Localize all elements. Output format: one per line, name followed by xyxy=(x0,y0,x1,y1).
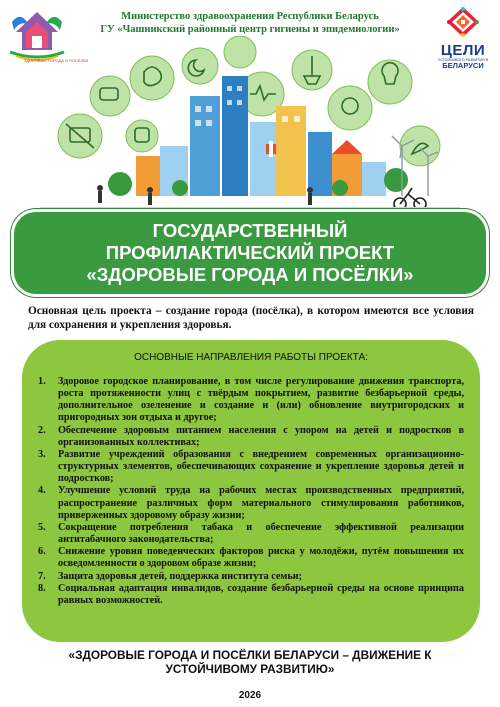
list-item-number: 7. xyxy=(38,570,46,582)
list-item xyxy=(36,546,464,570)
year: 2026 xyxy=(238,690,262,701)
goals-subtitle: УСТОЙЧИВОГО РАЗВИТИЯ В xyxy=(437,58,489,62)
ministry-heading xyxy=(70,10,430,36)
list-item xyxy=(36,485,464,521)
sleep-icon xyxy=(182,48,218,84)
list-item xyxy=(36,571,464,583)
train-icon xyxy=(126,120,158,152)
list-item xyxy=(36,583,464,607)
title-line-3: «ЗДОРОВЫЕ ГОРОДА И ПОСЁЛКИ» xyxy=(86,264,414,285)
list-item-text: Здоровое городское планирование, в том числе регулирование движения транспорта, роста протяженности улиц с твёрдым покрытием, развитие безбарьерной среды, дополнительное озеленение и создание и (или) обновление внутригородских и пригородных зон отдыха и другое; xyxy=(58,376,464,424)
ministry-line-2: ГУ «Чашникский районный центр гигиены и эпидемиологии» xyxy=(100,24,400,35)
list-item-text: Сокращение потребления табака и обеспечение эффективной реализации антитабачного законодательства; xyxy=(58,521,464,546)
goals-country: БЕЛАРУСИ xyxy=(442,61,484,70)
chat-icon xyxy=(90,76,130,116)
list-item-number: 6. xyxy=(38,546,46,558)
directions-heading: ОСНОВНЫЕ НАПРАВЛЕНИЯ РАБОТЫ ПРОЕКТА: xyxy=(134,352,368,363)
lightbulb-icon xyxy=(368,60,412,104)
list-item xyxy=(36,522,464,546)
list-item-text: Обеспечение здоровым питанием населения с упором на детей и подростков в организованных коллективах; xyxy=(58,424,464,448)
title-line-2: ПРОФИЛАКТИЧЕСКИЙ ПРОЕКТ xyxy=(105,242,395,263)
ministry-line-1: Министерство здравоохранения Республики Беларусь xyxy=(121,11,379,22)
sdg-ornament-icon xyxy=(446,6,480,38)
project-title-banner xyxy=(14,212,486,294)
list-item-text: Защита здоровья детей, поддержка института семьи; xyxy=(58,570,303,582)
list-item-number: 4. xyxy=(38,485,46,497)
fitness-icon xyxy=(224,36,256,68)
list-item-text: Улучшение условий труда на рабочих местах производственных предприятий, распространение различных форм материального стимулирования работников, приверженных здоровому образу жизни; xyxy=(58,485,464,521)
healthy-city-illustration xyxy=(40,36,460,216)
list-item xyxy=(36,425,464,449)
project-goal-text: Основная цель проекта – создание города (посёлка), в котором имеются все условия для сохранения и укрепления здоровья. xyxy=(28,305,474,331)
list-item-text: Развитие учреждений образования с внедрением современных организационно-структурных элементов, обеспечивающих сохранение и укрепление здоровья детей и подростков; xyxy=(58,448,464,485)
list-item-number: 1. xyxy=(38,376,46,387)
list-item-number: 5. xyxy=(38,521,46,533)
list-item xyxy=(36,449,464,485)
goals-word: ЦЕЛИ xyxy=(440,42,486,59)
directions-list xyxy=(36,376,464,607)
title-line-1: ГОСУДАРСТВЕННЫЙ xyxy=(152,220,348,241)
location-icon xyxy=(328,86,372,130)
brain-icon xyxy=(130,56,174,100)
list-item-text: Снижение уровня поведенческих факторов риска у молодёжи, путём повышения их осведомленности о здоровом образе жизни; xyxy=(58,546,464,570)
left-logo-caption: ЗДОРОВЫЕ ГОРОДА И ПОСЁЛКИ xyxy=(24,58,89,63)
list-item-text: Социальная адаптация инвалидов, создание безбарьерной среды на основе принципа равных возможностей. xyxy=(58,582,464,606)
list-item-number: 2. xyxy=(38,424,46,436)
list-item-number: 3. xyxy=(38,448,46,460)
directions-panel xyxy=(22,340,480,642)
list-item-number: 8. xyxy=(38,582,46,594)
slogan: «ЗДОРОВЫЕ ГОРОДА И ПОСЁЛКИ БЕЛАРУСИ – ДВИЖЕНИЕ К УСТОЙЧИВОМУ РАЗВИТИЮ» xyxy=(68,648,432,676)
list-item xyxy=(36,376,464,425)
leaf-icon xyxy=(400,126,440,166)
